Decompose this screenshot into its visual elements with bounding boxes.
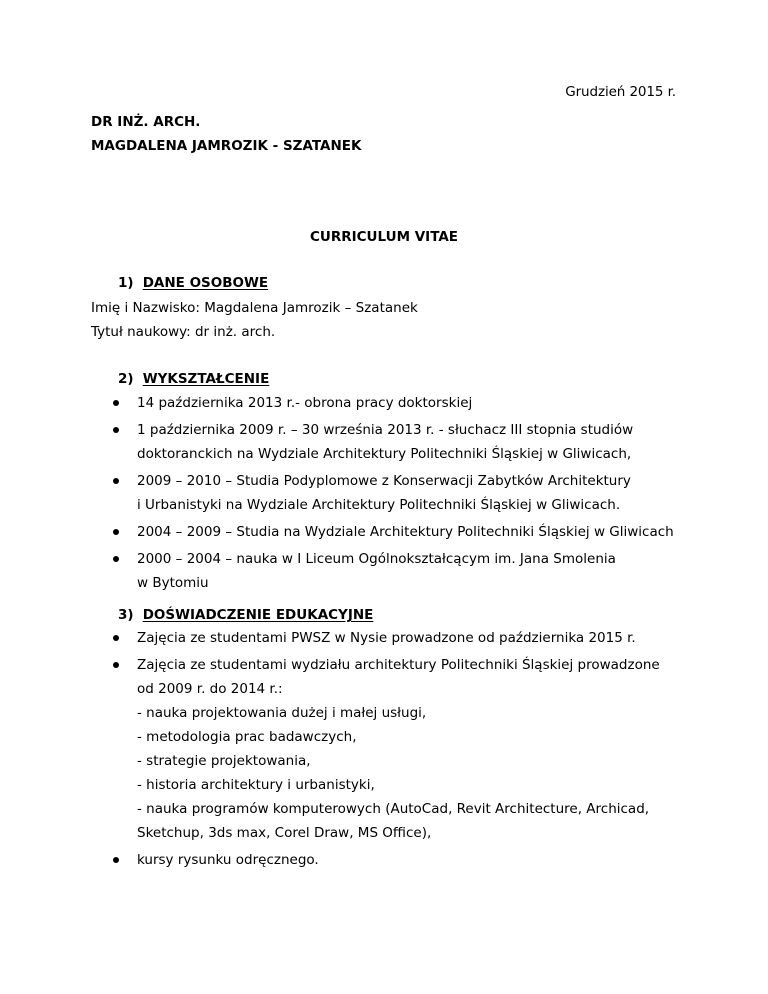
- bullet-icon: [113, 635, 119, 641]
- section-number: 2): [118, 371, 134, 387]
- education-list: [113, 391, 677, 595]
- list-item: Zajęcia ze studentami PWSZ w Nysie prowadzone od października 2015 r.: [113, 626, 677, 650]
- list-item: 2009 – 2010 – Studia Podyplomowe z Konserwacji Zabytków Architektury i Urbanistyki na Wydziale Architektury Politechniki Śląskiej w Gliwicach.: [113, 469, 677, 517]
- list-item: kursy rysunku odręcznego.: [113, 848, 677, 872]
- bullet-icon: [113, 478, 119, 484]
- bullet-icon: [113, 427, 119, 433]
- bullet-icon: [113, 400, 119, 406]
- section-label: DANE OSOBOWE: [142, 275, 269, 291]
- list-item: Zajęcia ze studentami wydziału architektury Politechniki Śląskiej prowadzone od 2009 r. do 2014 r.: - nauka projektowania dużej i małej usługi, - metodologia prac badawczych, - strategie projektowania, - historia architektury i urbanistyki, - nauka programów komputerowych (AutoCad, Revit Architecture, Archicad, Sketchup, 3ds max, Corel Draw, MS Office),: [113, 653, 677, 845]
- document-date: Grudzień 2015 r.: [565, 84, 676, 100]
- list-item: 2004 – 2009 – Studia na Wydziale Architektury Politechniki Śląskiej w Gliwicach: [113, 520, 677, 544]
- personal-title-line: Tytuł naukowy: dr inż. arch.: [91, 324, 276, 340]
- personal-name-line: Imię i Nazwisko: Magdalena Jamrozik – Szatanek: [91, 300, 418, 316]
- section-heading-personal: [118, 275, 268, 291]
- list-item: 2000 – 2004 – nauka w I Liceum Ogólnokształcącym im. Jana Smolenia w Bytomiu: [113, 547, 677, 595]
- teaching-list: [113, 626, 677, 872]
- section-label: WYKSZTAŁCENIE: [142, 371, 270, 387]
- section-label: DOŚWIADCZENIE EDUKACYJNE: [142, 607, 374, 623]
- author-name: MAGDALENA JAMROZIK - SZATANEK: [91, 138, 362, 154]
- list-item: 14 października 2013 r.- obrona pracy doktorskiej: [113, 391, 677, 415]
- list-item: 1 października 2009 r. – 30 września 2013 r. - słuchacz III stopnia studiów doktoranckich na Wydziale Architektury Politechniki Śląskiej w Gliwicach,: [113, 418, 677, 466]
- section-heading-education: [118, 371, 269, 387]
- author-title: DR INŻ. ARCH.: [91, 114, 201, 130]
- bullet-icon: [113, 529, 119, 535]
- section-heading-teaching: [118, 607, 373, 623]
- document-title: CURRICULUM VITAE: [309, 229, 459, 245]
- section-number: 1): [118, 275, 134, 291]
- section-number: 3): [118, 607, 134, 623]
- bullet-icon: [113, 857, 119, 863]
- bullet-icon: [113, 556, 119, 562]
- bullet-icon: [113, 662, 119, 668]
